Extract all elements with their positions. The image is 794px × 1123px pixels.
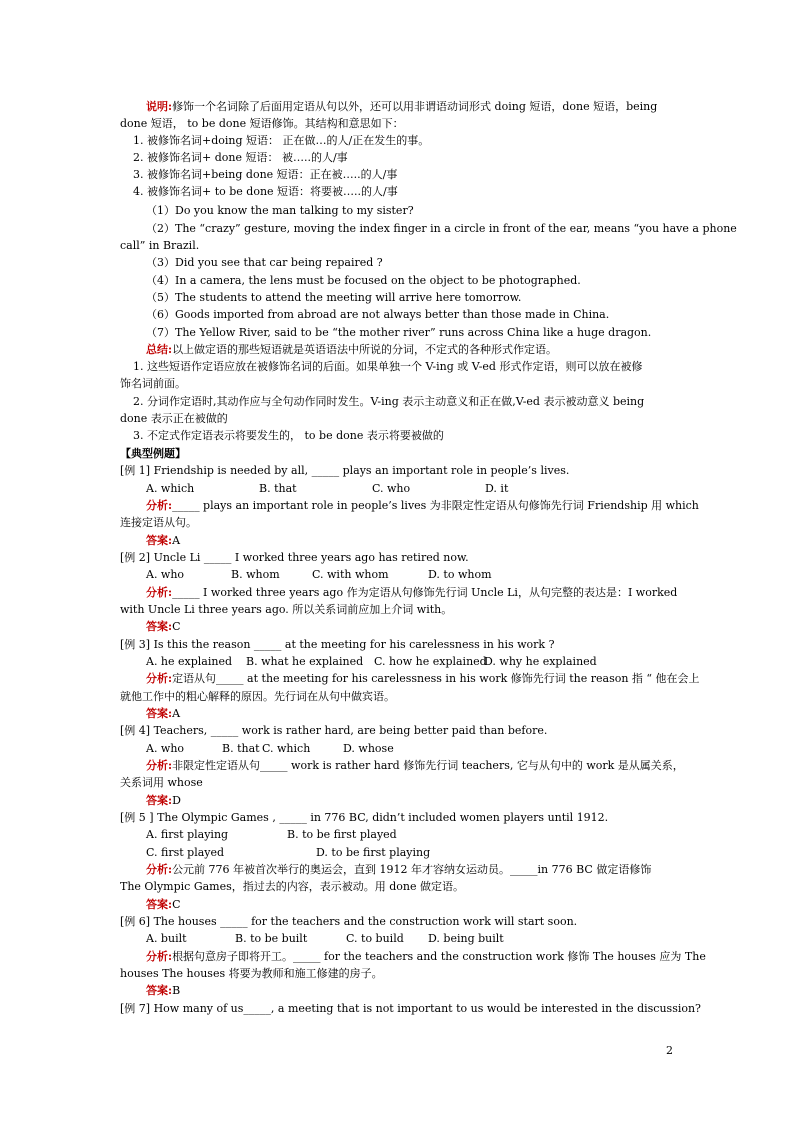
analysis-label: 分析: [146,863,173,876]
analysis-text: _____ plays an important role in people’s lives 为非限定性定语从句修饰先行词 Friendship 用 which [172,499,699,512]
intro-example-1: （1）Do you know the man talking to my sister? [146,204,414,217]
option: C. how he explained [374,655,487,668]
option: C. who [372,482,411,495]
intro-example-4: （4）In a camera, the lens must be focused on the object to be photographed. [146,274,581,287]
intro-text-1: 修饰一个名词除了后面用定语从句以外，还可以用非谓语动词形式 doing 短语，done 短语，being [172,100,658,113]
section-title: 【典型例题】 [120,447,186,460]
summary-point-2: 2. 分词作定语时,其动作应与全句动作同时发生。V-ing 表示主动意义和正在做,V-ed 表示被动意义 being [133,395,645,408]
option: C. which [262,742,311,755]
option: B. whom [231,568,280,581]
example-1-question: [例 1] Friendship is needed by all, _____ plays an important role in people’s lives. [120,464,570,477]
intro-label: 说明: [146,100,173,113]
answer-label: 答案: [146,707,173,720]
intro-line-2: done 短语， to be done 短语修饰。其结构和意思如下： [120,117,404,130]
analysis-text: 定语从句_____ at the meeting for his carelessness in his work 修饰先行词 the reason 指 “ 他在会上 [172,672,700,685]
answer-value: A [172,707,181,720]
analysis-text: 根据句意房子即将开工。_____ for the teachers and the construction work 修饰 The houses 应为 The [172,950,706,963]
option: D. why he explained [484,655,597,668]
analysis-label: 分析: [146,499,173,512]
example-3-analysis [146,672,700,685]
option: D. being built [428,932,504,945]
option: B. to be first played [287,828,397,841]
analysis-label: 分析: [146,586,173,599]
analysis-label: 分析: [146,950,173,963]
page-number: 2 [666,1044,673,1057]
example-3-answer [146,707,180,720]
option: A. who [146,742,185,755]
example-6-analysis-2: houses The houses 将要为教师和施工修建的房子。 [120,967,383,980]
option: B. to be built [235,932,308,945]
intro-example-5: （5）The students to attend the meeting will arrive here tomorrow. [146,291,522,304]
example-6-question: [例 6] The houses _____ for the teachers and the construction work will start soon. [120,915,578,928]
example-7-question: [例 7] How many of us_____, a meeting that is not important to us would be interested in the discussion? [120,1002,701,1015]
answer-value: C [172,620,181,633]
example-6-analysis [146,950,706,963]
option: B. what he explained [246,655,364,668]
intro-example-7: （7）The Yellow River, said to be “the mother river” runs across China like a huge dragon. [146,326,652,339]
option: C. first played [146,846,225,859]
example-6-answer [146,984,180,997]
summary-point-1: 1. 这些短语作定语应放在被修饰名词的后面。如果单独一个 V-ing 或 V-ed 形式作定语，则可以放在被修 [133,360,643,373]
option: A. which [146,482,195,495]
analysis-text: _____ I worked three years ago 作为定语从句修饰先行词 Uncle Li，从句完整的表达是：I worked [172,586,678,599]
example-5-analysis [146,863,651,876]
answer-label: 答案: [146,898,173,911]
analysis-text: 非限定性定语从句_____ work is rather hard 修饰先行词 teachers, 它与从句中的 work 是从属关系， [172,759,684,772]
option: D. whose [343,742,394,755]
example-1-answer [146,534,180,547]
example-5-answer [146,898,180,911]
example-4-analysis [146,759,684,772]
intro-line-1 [146,100,657,113]
intro-example-3: （3）Did you see that car being repaired ? [146,256,383,269]
option: B. that [222,742,260,755]
option: B. that [259,482,297,495]
analysis-label: 分析: [146,672,173,685]
answer-value: D [172,794,181,807]
option: A. first playing [146,828,229,841]
summary-label: 总结: [146,343,173,356]
example-1-analysis [146,499,699,512]
answer-value: A [172,534,181,547]
example-4-analysis-2: 关系词用 whose [120,776,203,789]
example-2-analysis [146,586,677,599]
option: A. built [146,932,187,945]
option: D. it [485,482,509,495]
answer-value: B [172,984,181,997]
option: C. with whom [312,568,389,581]
example-2-analysis-2: with Uncle Li three years ago. 所以关系词前应加上介词 with。 [120,603,453,616]
answer-label: 答案: [146,620,173,633]
intro-example-2b: call” in Brazil. [120,239,200,252]
example-2-question: [例 2] Uncle Li _____ I worked three years ago has retired now. [120,551,469,564]
summary-line-1 [146,343,557,356]
option: D. to be first playing [316,846,431,859]
example-2-answer [146,620,180,633]
option: A. who [146,568,185,581]
summary-point-3: 3. 不定式作定语表示将要发生的， to be done 表示将要被做的 [133,429,444,442]
intro-item-4: 4. 被修饰名词+ to be done 短语：将要被…..的人/事 [133,185,398,198]
answer-label: 答案: [146,794,173,807]
intro-item-2: 2. 被修饰名词+ done 短语： 被…..的人/事 [133,151,348,164]
answer-label: 答案: [146,984,173,997]
summary-point-2b: done 表示正在被做的 [120,412,228,425]
analysis-label: 分析: [146,759,173,772]
intro-item-1: 1. 被修饰名词+doing 短语： 正在做…的人/正在发生的事。 [133,134,430,147]
example-5-question: [例 5 ] The Olympic Games , _____ in 776 BC, didn’t included women players until 1912. [120,811,609,824]
summary-text-1: 以上做定语的那些短语就是英语语法中所说的分词，不定式的各种形式作定语。 [172,343,558,356]
option: A. he explained [146,655,233,668]
summary-point-1b: 饰名词前面。 [120,377,186,390]
example-1-analysis-2: 连接定语从句。 [120,516,197,529]
option: D. to whom [428,568,492,581]
intro-example-2: （2）The “crazy” gesture, moving the index finger in a circle in front of the ear, means “you have a phone [146,222,737,235]
example-4-answer [146,794,181,807]
example-3-analysis-2: 就他工作中的粗心解释的原因。先行词在从句中做宾语。 [120,690,395,703]
analysis-text: 公元前 776 年被首次举行的奥运会，直到 1912 年才容纳女运动员。_____in 776 BC 做定语修饰 [172,863,652,876]
answer-label: 答案: [146,534,173,547]
example-5-analysis-2: The Olympic Games，指过去的内容，表示被动。用 done 做定语。 [120,880,465,893]
option: C. to build [346,932,404,945]
intro-item-3: 3. 被修饰名词+being done 短语：正在被…..的人/事 [133,168,398,181]
example-3-question: [例 3] Is this the reason _____ at the meeting for his carelessness in his work ? [120,638,555,651]
intro-example-6: （6）Goods imported from abroad are not always better than those made in China. [146,308,610,321]
example-4-question: [例 4] Teachers, _____ work is rather hard, are being better paid than before. [120,724,548,737]
answer-value: C [172,898,181,911]
